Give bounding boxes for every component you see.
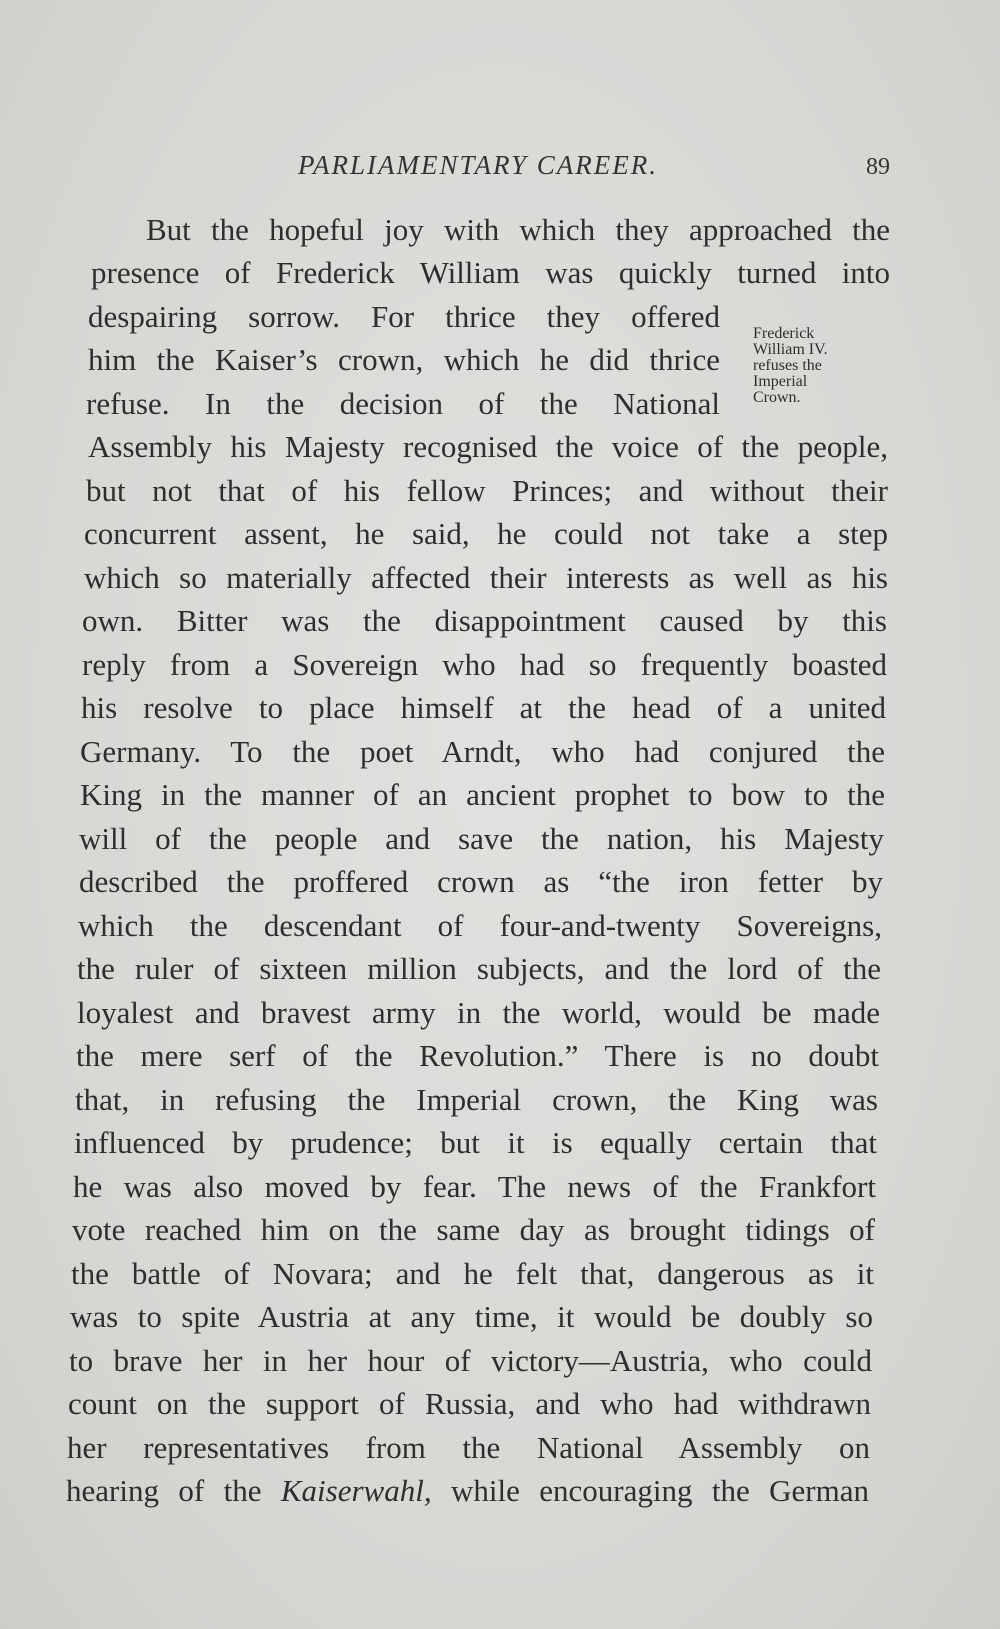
text-line: despairing sorrow. For thrice they offered [88, 299, 720, 334]
text-line: but not that of his fellow Princes; and without their [86, 473, 888, 508]
text-line: loyalest and bravest army in the world, would be made [77, 995, 880, 1030]
marginal-note-line: Crown. [753, 389, 801, 406]
text-line: vote reached him on the same day as brought tidings of [72, 1212, 875, 1247]
marginal-note [753, 326, 873, 406]
running-head [0, 150, 1000, 190]
text-line-with-italic [66, 1473, 869, 1509]
text-line: King in the manner of an ancient prophet to bow to the [80, 777, 885, 812]
text-line: which the descendant of four-and-twenty Sovereigns, [78, 908, 882, 943]
marginal-note-line: refuses the [753, 357, 822, 374]
text-line: was to spite Austria at any time, it would be doubly so [70, 1299, 873, 1334]
text-line: his resolve to place himself at the head of a united [81, 690, 886, 725]
text-line: the ruler of sixteen million subjects, and the lord of the [77, 951, 881, 986]
text-line: influenced by prudence; but it is equally certain that [74, 1125, 877, 1160]
text-line: reply from a Sovereign who had so frequently boasted [82, 647, 887, 682]
text-line: that, in refusing the Imperial crown, the King was [75, 1082, 878, 1117]
text-line: Germany. To the poet Arndt, who had conjured the [80, 734, 885, 769]
text-line: own. Bitter was the disappointment caused by this [82, 603, 887, 638]
text-line: the mere serf of the Revolution.” There is no doubt [76, 1038, 879, 1073]
text-line: But the hopeful joy with which they approached the [146, 212, 890, 247]
text-segment: while encouraging the German [431, 1473, 869, 1508]
text-line: count on the support of Russia, and who had withdrawn [68, 1386, 871, 1421]
text-segment: hearing of the [66, 1473, 281, 1508]
text-line: Assembly his Majesty recognised the voice of the people, [88, 429, 888, 464]
text-line: which so materially affected their interests as well as his [84, 560, 888, 595]
text-line: described the proffered crown as “the iron fetter by [79, 864, 883, 899]
text-line: the battle of Novara; and he felt that, dangerous as it [71, 1256, 874, 1291]
text-line: to brave her in her hour of victory—Austria, who could [69, 1343, 872, 1378]
running-title: PARLIAMENTARY CAREER. [298, 150, 658, 180]
text-line: him the Kaiser’s crown, which he did thrice [88, 342, 720, 377]
marginal-note-line: William IV. [753, 341, 828, 358]
page-number: 89 [866, 154, 890, 180]
italic-term: Kaiserwahl, [280, 1473, 432, 1508]
text-line: presence of Frederick William was quickly turned into [91, 255, 890, 290]
text-line: will of the people and save the nation, his Majesty [79, 821, 884, 856]
marginal-note-line: Imperial [753, 373, 808, 390]
text-line: refuse. In the decision of the National [86, 386, 720, 421]
text-line: concurrent assent, he said, he could not take a step [84, 516, 888, 551]
text-line: he was also moved by fear. The news of the Frankfort [73, 1169, 876, 1204]
text-line: her representatives from the National Assembly on [67, 1430, 870, 1465]
marginal-note-line: Frederick [753, 325, 815, 342]
